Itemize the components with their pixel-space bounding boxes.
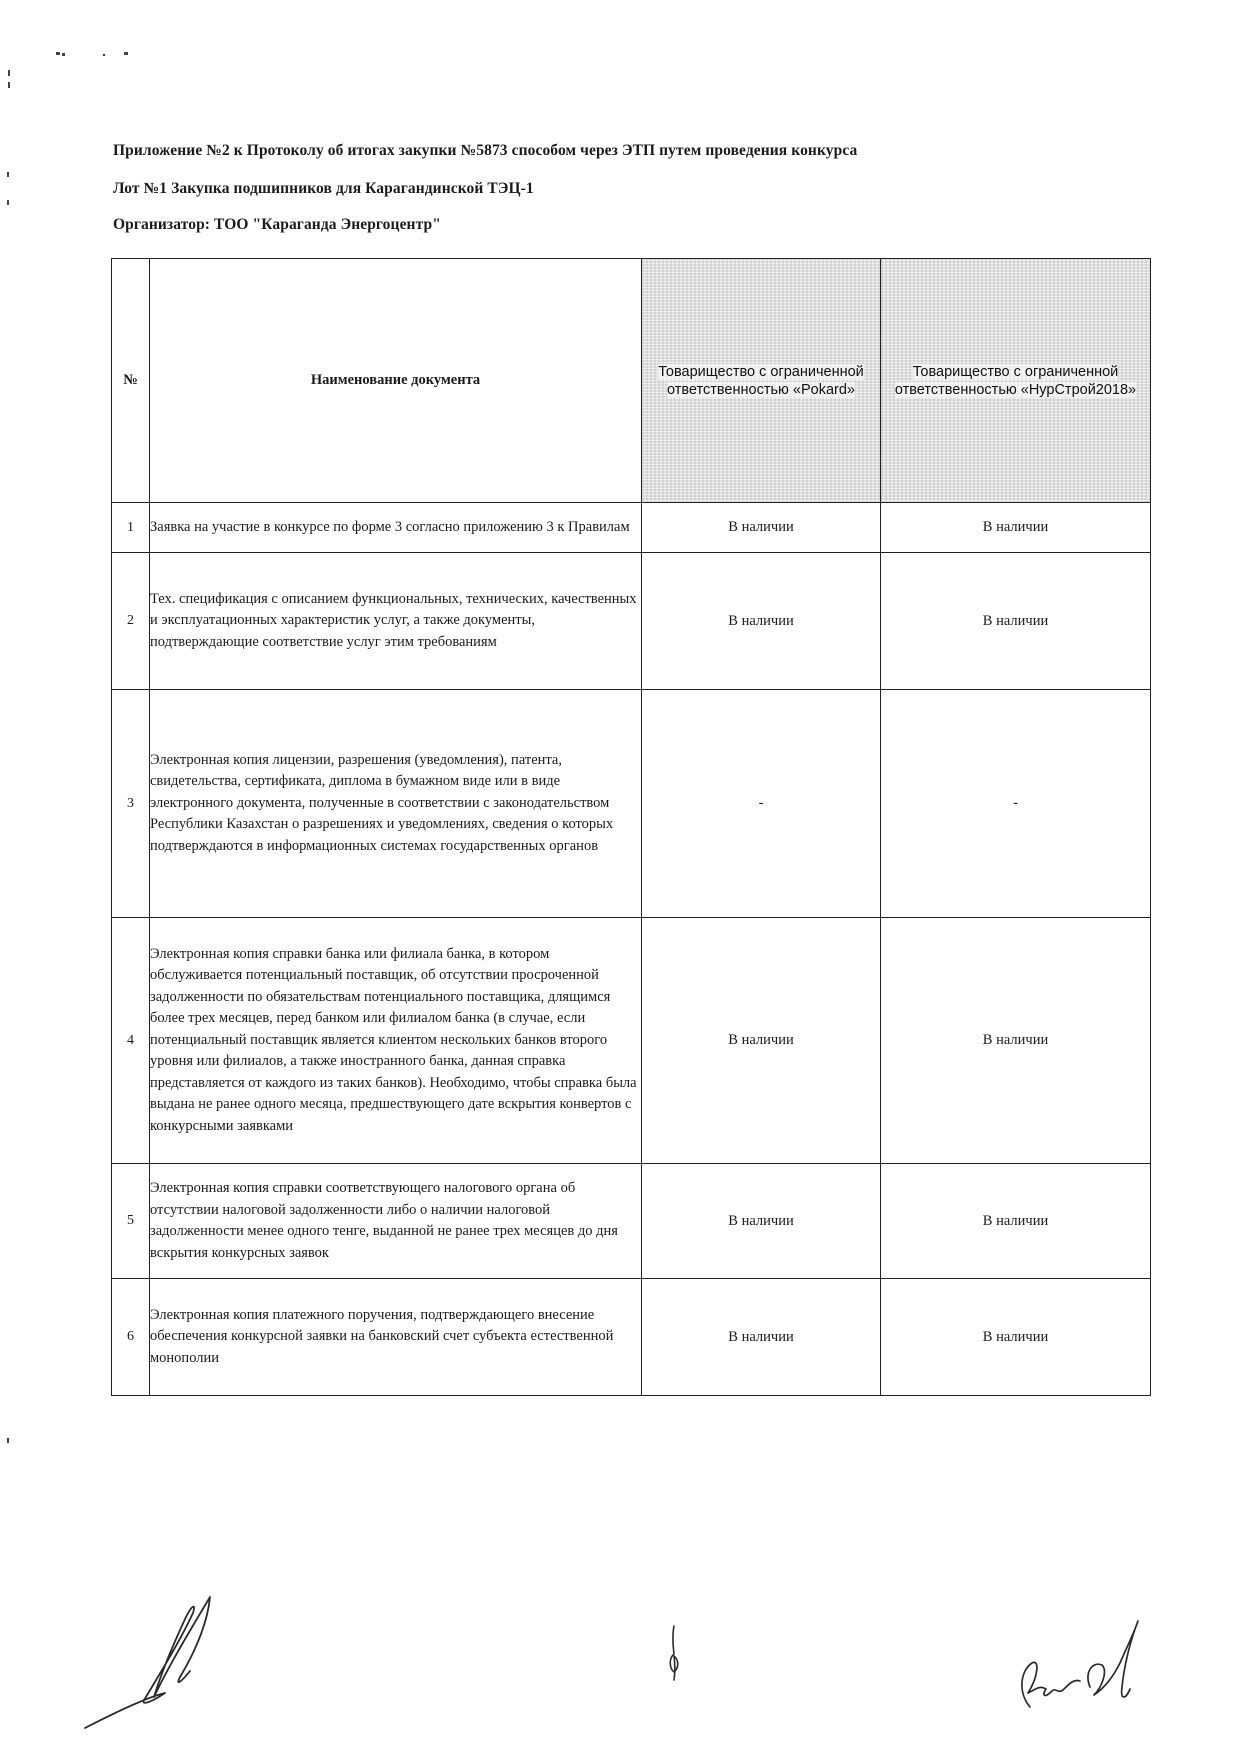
table-row	[112, 1279, 1151, 1396]
status-pokard: В наличии	[642, 1279, 881, 1396]
row-number: 5	[112, 1164, 150, 1279]
documents-table	[111, 258, 1151, 1396]
table-row	[112, 503, 1151, 553]
document-name: Электронная копия справки банка или филиала банка, в котором обслуживается потенциальный поставщик, об отсутствии просроченной задолженности по обязательствам потенциального поставщика, длящимся более трех месяцев, перед банком или филиалом банка (в случае, если потенциальный поставщик является клиентом нескольких банков второго уровня или филиалов, а также иностранного банка, данная справка представляется от каждого из таких банков). Необходимо, чтобы справка была выдана не ранее одного месяца, предшествующего дате вскрытия конвертов с конкурсными заявками	[150, 918, 642, 1164]
status-nurstroy: В наличии	[881, 503, 1151, 553]
status-nurstroy: В наличии	[881, 918, 1151, 1164]
signature-center-mark	[662, 1622, 688, 1684]
scan-speck	[124, 52, 128, 55]
table-row	[112, 690, 1151, 918]
lot-title: Лот №1 Закупка подшипников для Карагандинской ТЭЦ-1	[113, 180, 534, 197]
status-pokard: В наличии	[642, 1164, 881, 1279]
row-number: 3	[112, 690, 150, 918]
document-name: Электронная копия справки соответствующего налогового органа об отсутствии налоговой задолженности либо о наличии налоговой задолженности менее одного тенге, выданной не ранее трех месяцев до дня вскрытия конкурсных заявок	[150, 1164, 642, 1279]
scan-speck	[56, 52, 60, 55]
document-title: Приложение №2 к Протоколу об итогах закупки №5873 способом через ЭТП путем проведения конкурса	[113, 142, 858, 159]
document-name: Заявка на участие в конкурсе по форме 3 согласно приложению 3 к Правилам	[150, 503, 642, 553]
column-header-document-name: Наименование документа	[150, 259, 642, 503]
row-number: 6	[112, 1279, 150, 1396]
table-row	[112, 553, 1151, 690]
status-pokard: В наличии	[642, 503, 881, 553]
row-number: 4	[112, 918, 150, 1164]
signature-left	[80, 1585, 230, 1735]
supplier-nurstroy-label: Товарищество с ограниченной ответственностью «НурСтрой2018»	[894, 363, 1137, 398]
status-nurstroy: В наличии	[881, 553, 1151, 690]
document-name: Электронная копия лицензии, разрешения (уведомления), патента, свидетельства, сертификата, диплома в бумажном виде или в виде электронного документа, полученные в соответствии с законодательством Республики Казахстан о разрешениях и уведомлениях, сведения о которых подтверждаются в информационных системах государственных органов	[150, 690, 642, 918]
status-pokard: В наличии	[642, 918, 881, 1164]
scan-speck	[8, 82, 10, 88]
status-nurstroy: -	[881, 690, 1151, 918]
scan-speck	[7, 200, 9, 205]
scan-speck	[62, 53, 65, 56]
status-nurstroy: В наличии	[881, 1279, 1151, 1396]
signature-right	[1010, 1615, 1160, 1725]
organizer-line: Организатор: ТОО "Караганда Энергоцентр"	[113, 216, 441, 233]
scan-speck	[8, 70, 10, 76]
table-row	[112, 1164, 1151, 1279]
column-header-number: №	[112, 259, 150, 503]
table-header-row	[112, 259, 1151, 503]
status-pokard: В наличии	[642, 553, 881, 690]
scan-speck	[7, 1438, 9, 1443]
scan-speck	[7, 172, 9, 177]
scan-speck	[103, 54, 105, 56]
document-name: Тех. спецификация с описанием функциональных, технических, качественных и эксплуатационных характеристик услуг, а также документы, подтверждающие соответствие услуг этим требованиям	[150, 553, 642, 690]
row-number: 1	[112, 503, 150, 553]
status-pokard: -	[642, 690, 881, 918]
supplier-pokard-label: Товарищество с ограниченной ответственностью «Pokard»	[658, 363, 864, 398]
status-nurstroy: В наличии	[881, 1164, 1151, 1279]
row-number: 2	[112, 553, 150, 690]
column-header-supplier-nurstroy	[881, 259, 1151, 503]
column-header-supplier-pokard	[642, 259, 881, 503]
document-name: Электронная копия платежного поручения, подтверждающего внесение обеспечения конкурсной заявки на банковский счет субъекта естественной монополии	[150, 1279, 642, 1396]
table-row	[112, 918, 1151, 1164]
